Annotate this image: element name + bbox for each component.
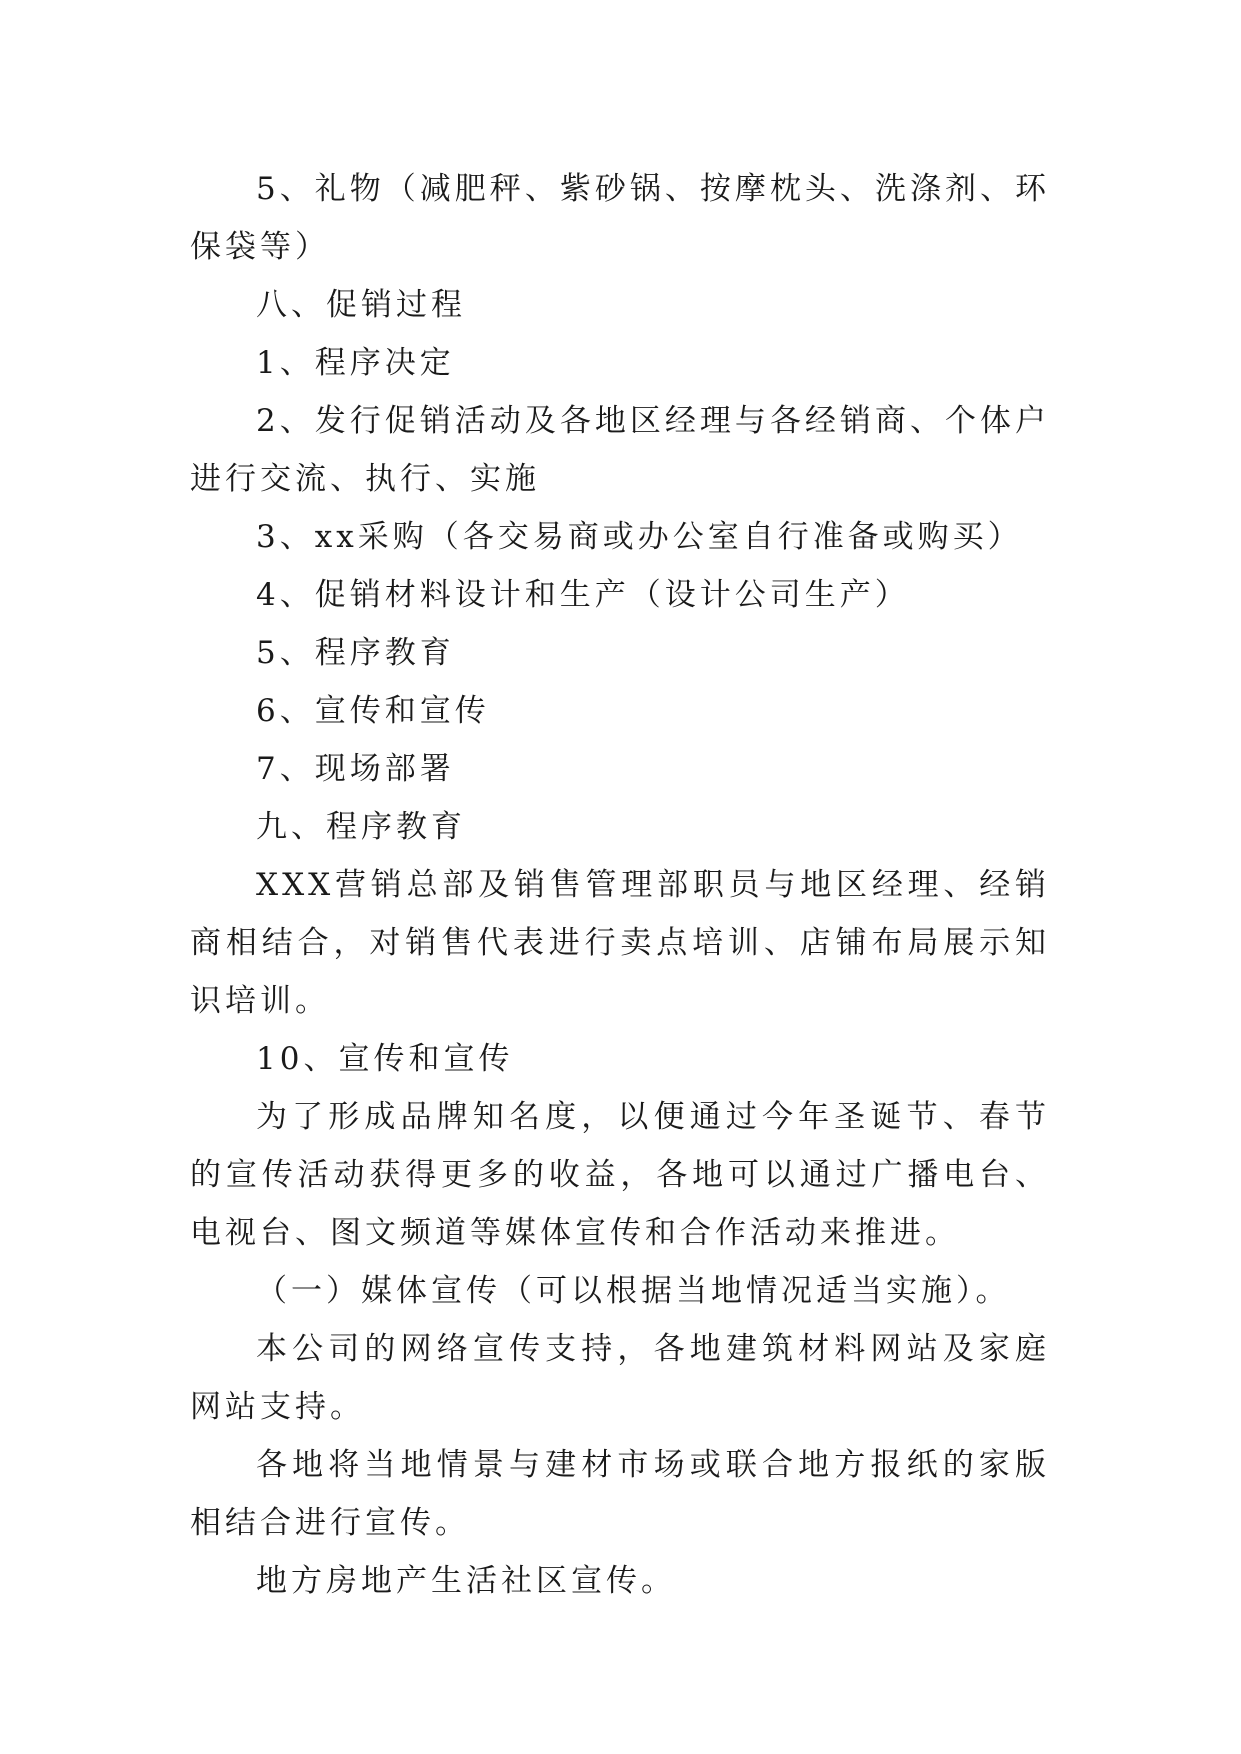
list-item: 5、程序教育 [256, 635, 455, 671]
paragraph: 地方房地产生活社区宣传。 [256, 1563, 676, 1599]
list-item: 4、促销材料设计和生产（设计公司生产） [256, 577, 910, 613]
section-heading: 八、促销过程 [256, 287, 466, 323]
paragraph: 为了形成品牌知名度，以便通过今年圣诞节、春节的宣传活动获得更多的收益，各地可以通过广播电台、电视台、图文频道等媒体宣传和合作活动来推进。 [190, 1099, 1050, 1251]
list-item: 7、现场部署 [256, 751, 455, 787]
paragraph: 本公司的网络宣传支持，各地建筑材料网站及家庭网站支持。 [190, 1331, 1050, 1425]
section-heading: 九、程序教育 [256, 809, 466, 845]
sub-heading: （一）媒体宣传（可以根据当地情况适当实施）。 [256, 1273, 1011, 1309]
paragraph: XXX营销总部及销售管理部职员与地区经理、经销商相结合，对销售代表进行卖点培训、店铺布局展示知识培训。 [190, 867, 1050, 1019]
document-body [190, 160, 1050, 1610]
list-item: 1、程序决定 [256, 345, 455, 381]
list-item: 2、发行促销活动及各地区经理与各经销商、个体户进行交流、执行、实施 [190, 403, 1050, 497]
list-item: 3、xx采购（各交易商或办公室自行准备或购买） [256, 519, 1023, 555]
section-heading: 10、宣传和宣传 [256, 1041, 514, 1077]
paragraph: 5、礼物（减肥秤、紫砂锅、按摩枕头、洗涤剂、环保袋等） [190, 171, 1050, 265]
paragraph: 各地将当地情景与建材市场或联合地方报纸的家版相结合进行宣传。 [190, 1447, 1050, 1541]
list-item: 6、宣传和宣传 [256, 693, 490, 729]
